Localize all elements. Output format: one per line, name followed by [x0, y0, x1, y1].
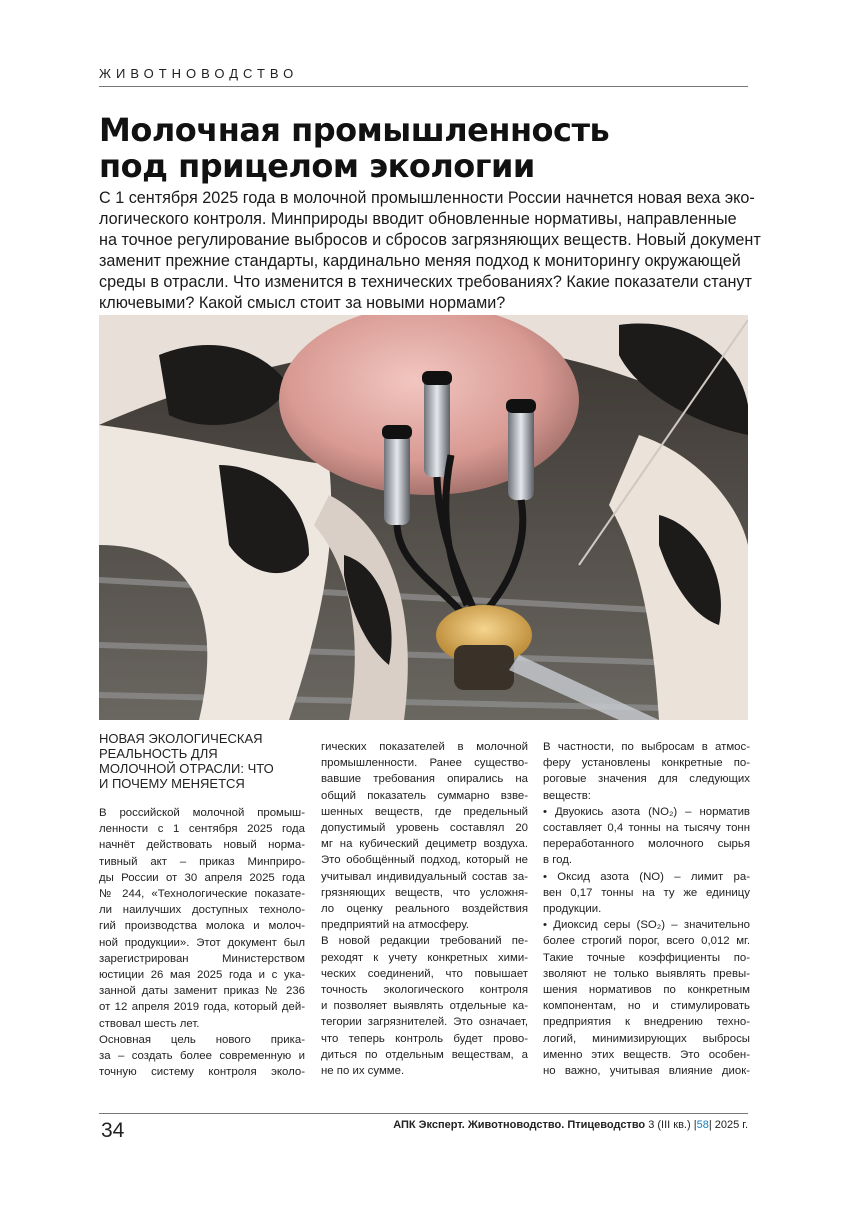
body-line: ло оценку реального воздействия [321, 903, 528, 916]
body-line: тегории загрязнителей. Это означает, [321, 1016, 528, 1029]
body-line: шения нормативов по конкретным [543, 984, 750, 997]
body-line: диться по отдельным веществам, а [321, 1048, 528, 1061]
body-line: • Двуокись азота (NO₂) – норматив [543, 805, 750, 818]
body-line: предприятия к внедрению техно- [543, 1016, 750, 1029]
body-line: не по их сумме. [321, 1065, 405, 1078]
issue-year: | 2025 г. [708, 1119, 748, 1131]
body-line: Такие точные коэффициенты по- [543, 951, 750, 964]
footer-rule [99, 1113, 748, 1114]
body-line: логий, минимизирующих выбросы [543, 1032, 750, 1045]
article-subheading [99, 731, 305, 791]
body-line: общий показатель суммарно взве- [321, 789, 528, 802]
article-photo [99, 315, 748, 720]
body-line: учитывал индивидуальный состав за- [321, 870, 528, 883]
column-2 [321, 739, 528, 1079]
issue-number: 58 [696, 1119, 709, 1131]
body-line: № 244, «Технологические показате- [99, 888, 305, 901]
subheading-line: НОВАЯ ЭКОЛОГИЧЕСКАЯ [99, 731, 263, 746]
body-line: реходят к учету конкретных хими- [321, 951, 528, 964]
body-line: и позволяет выявлять отдельные ка- [321, 1000, 528, 1013]
body-line: гий производства молока и молоч- [99, 920, 305, 933]
lead-line: С 1 сентября 2025 года в молочной промышленности России начнется новая веха эко- [99, 189, 755, 207]
body-line: компонентам, но и стимулировать [543, 1000, 750, 1013]
page-number: 34 [101, 1119, 125, 1142]
article-lead [99, 188, 759, 314]
cow-milking-photo [99, 315, 748, 720]
body-line: грязняющих веществ, что усложня- [321, 886, 528, 899]
column-3 [543, 739, 750, 1079]
subheading-line: И ПОЧЕМУ МЕНЯЕТСЯ [99, 776, 245, 791]
footer-journal [393, 1119, 748, 1131]
body-line: составляет 0,4 тонны на тысячу тонн [543, 822, 750, 835]
body-line: более строгий порог, всего 0,012 мг. [543, 935, 750, 948]
section-label: ЖИВОТНОВОДСТВО [99, 66, 299, 81]
lead-line: заменит прежние стандарты, кардинально меняя подход к мониторингу окружающей [99, 252, 741, 270]
body-line: ствовал шесть лет. [99, 1017, 200, 1030]
body-line: • Оксид азота (NO) – лимит ра- [543, 870, 750, 883]
lead-line: ключевыми? Какой смысл стоит за новыми нормами? [99, 294, 506, 312]
body-line: В частности, по выбросам в атмос- [543, 741, 750, 753]
body-line: но важно, учитывая влияние диок- [543, 1065, 750, 1078]
lead-line: среды в отрасли. Что изменится в технических требованиях? Какие показатели станут [99, 273, 752, 291]
column-1 [99, 731, 305, 1080]
body-line: мг на кубический дециметр воздуха. [321, 838, 528, 851]
body-line: за – создать более современную и [99, 1050, 305, 1063]
body-line: тивный акт – приказ Минприро- [99, 855, 305, 868]
body-line: продукции. [543, 903, 602, 916]
body-line: в год. [543, 854, 573, 867]
article-title [99, 112, 759, 184]
lead-line: на точное регулирование выбросов и сбросов загрязняющих веществ. Новый документ [99, 231, 761, 249]
header-rule [99, 86, 748, 87]
body-line: вен 0,17 тонны на ту же единицу [543, 886, 750, 899]
body-line: Основная цель нового прика- [99, 1033, 305, 1046]
body-line: ной продукции». Этот документ был [99, 936, 305, 949]
body-line: допустимый уровень составлял 20 [321, 822, 528, 835]
body-line: начнёт действовать новый норма- [99, 839, 305, 852]
body-line: точность экологического контроля [321, 984, 528, 997]
body-line: что теперь контроль будет прово- [321, 1032, 528, 1045]
body-line: • Диоксид серы (SO₂) – значительно [543, 919, 750, 932]
body-line: точную систему контроля эколо- [99, 1066, 305, 1079]
title-line: Молочная промышленность [99, 111, 610, 149]
body-line: гических показателей в молочной [321, 741, 528, 753]
body-line: переработанного молочного сырья [543, 838, 750, 851]
body-line: веществ: [543, 789, 591, 802]
body-line: юстиции 26 мая 2025 года и с ука- [99, 969, 305, 982]
subheading-line: МОЛОЧНОЙ ОТРАСЛИ: ЧТО [99, 761, 274, 776]
title-line: под прицелом экологии [99, 147, 535, 185]
body-line: занной даты заменит приказ № 236 [99, 985, 305, 998]
issue-info: 3 (III кв.) | [645, 1119, 697, 1131]
body-line: роговые значения для следующих [543, 773, 750, 786]
body-line: вавшие требования опирались на [321, 773, 528, 786]
lead-line: логического контроля. Минприроды вводит обновленные нормативы, направленные [99, 210, 737, 228]
body-line: шенных веществ, где предельный [321, 805, 528, 818]
body-line: ческих соединений, что повышает [321, 967, 528, 980]
body-line: ленности с 1 сентября 2025 года [99, 823, 305, 836]
subheading-line: РЕАЛЬНОСТЬ ДЛЯ [99, 746, 218, 761]
body-line: зволяют не только выявлять превы- [543, 967, 750, 980]
body-line: феру установлены конкретные по- [543, 757, 750, 770]
body-line: В российской молочной промыш- [99, 807, 305, 819]
body-line: ды России от 30 апреля 2025 года [99, 871, 305, 884]
body-line: ли наилучших доступных техноло- [99, 904, 305, 917]
body-line: именно этих веществ. Это особен- [543, 1048, 750, 1061]
body-line: промышленности. Ранее существо- [321, 757, 528, 770]
body-line: от 12 апреля 2019 года, который дей- [99, 1001, 305, 1014]
body-line: Это обобщённый подход, который не [321, 854, 528, 867]
body-line: предприятий на атмосферу. [321, 919, 469, 932]
body-line: зарегистрирован Министерством [99, 952, 305, 965]
journal-name: АПК Эксперт. Животноводство. Птицеводство [393, 1119, 646, 1131]
body-line: В новой редакции требований пе- [321, 935, 528, 948]
